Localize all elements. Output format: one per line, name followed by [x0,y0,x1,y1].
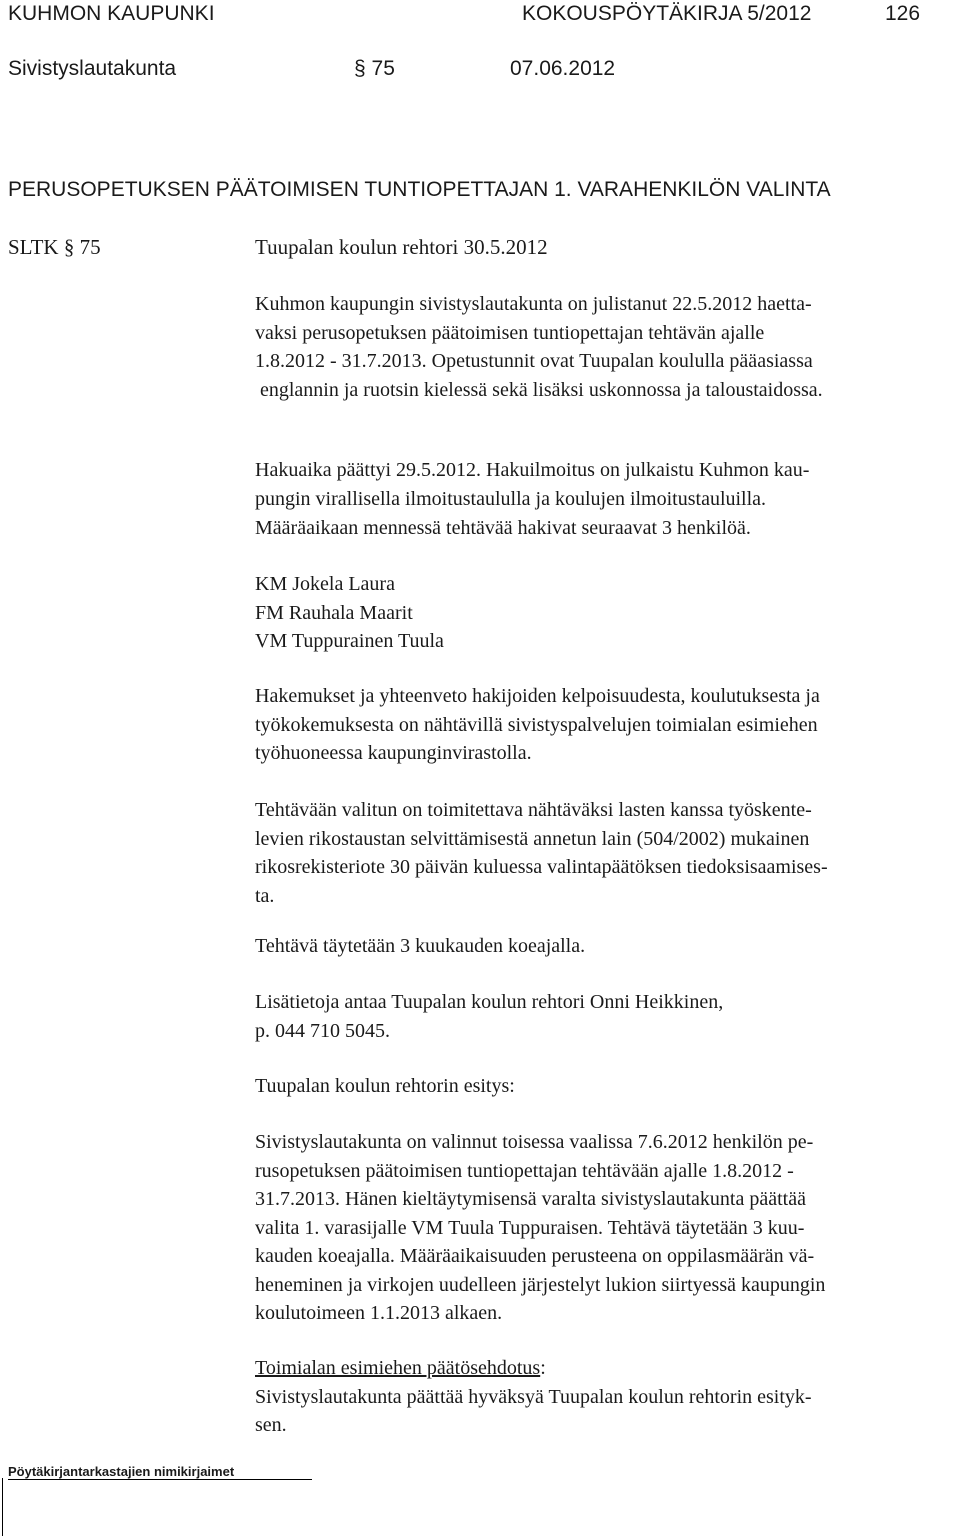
text-line: Sivistyslautakunta on valinnut toisessa vaalissa 7.6.2012 henkilön pe- [255,1131,814,1153]
paragraph-principal-proposal [255,1128,945,1328]
paragraph-applicant-count [255,514,945,543]
signature-label: Pöytäkirjantarkastajien nimikirjaimet [8,1464,235,1479]
text-line: heneminen ja virkojen uudelleen järjestelyt lukion siirtyessä kaupungin [255,1273,826,1296]
decision-proposal-colon: : [540,1357,546,1379]
applicant-item: VM Tuppurainen Tuula [255,630,444,652]
text-line: pungin virallisella ilmoitustaululla ja koulujen ilmoitustauluilla. [255,487,767,510]
applicant-list [255,570,945,656]
text-line: Hakuaika päättyi 29.5.2012. Hakuilmoitus on julkaistu Kuhmon kau- [255,459,810,481]
principal-proposal-heading [255,1072,945,1101]
text-line: rusopetuksen päätoimisen tuntiopettajan tehtävään ajalle 1.8.2012 - [255,1159,794,1182]
reference-code: SLTK § 75 [8,235,101,259]
text-line: Tehtävään valitun on toimitettava nähtäväksi lasten kanssa työskente- [255,799,812,821]
applicant-item: FM Rauhala Maarit [255,601,413,624]
text-line: rikosrekisteriote 30 päivän kuluessa valintapäätöksen tiedoksisaamises- [255,856,828,878]
signature-box-edge [2,1478,3,1536]
text-line: p. 044 710 5045. [255,1019,390,1042]
text-line: Tehtävä täytetään 3 kuukauden koeajalla. [255,935,586,957]
text-line: valita 1. varasijalle VM Tuula Tuppuraisen. Tehtävä täytetään 3 kuu- [255,1216,805,1239]
applicant-item: KM Jokela Laura [255,573,395,595]
text-line: englannin ja ruotsin kielessä sekä lisäksi uskonnossa ja taloustaidossa. [260,378,823,401]
paragraph-trial-period [255,932,945,961]
text-line: työkokemuksesta on nähtävillä sivistyspalvelujen toimialan esimiehen [255,713,818,736]
text-line: Sivistyslautakunta päättää hyväksyä Tuupalan koulun rehtorin esityk- [255,1385,812,1408]
document-type: KOKOUSPÖYTÄKIRJA 5/2012 [522,2,812,25]
paragraph-contact-info [255,988,945,1045]
signature-line [8,1479,312,1480]
page-number: 126 [885,2,921,25]
document-title: PERUSOPETUKSEN PÄÄTOIMISEN TUNTIOPETTAJAN 1. VARAHENKILÖN VALINTA [8,178,831,201]
text-line: vaksi perusopetuksen päätoimisen tuntiopettajan tehtävän ajalle [255,321,765,344]
text-line: sen. [255,1414,287,1436]
meeting-date: 07.06.2012 [510,57,616,80]
municipality-name: KUHMON KAUPUNKI [8,2,215,25]
paragraph-announcement [255,290,945,404]
decision-proposal-label: Toimialan esimiehen päätösehdotus [255,1357,541,1379]
section-number: § 75 [354,57,395,80]
text-line: ta. [255,884,275,907]
paragraph-applications-available [255,682,945,768]
decision-proposal-heading [255,1354,945,1383]
text-line: 1.8.2012 - 31.7.2013. Opetustunnit ovat Tuupalan koululla pääasiassa [255,350,813,372]
text-line: Tuupalan koulun rehtorin esitys: [255,1075,515,1097]
text-line: Lisätietoja antaa Tuupalan koulun rehtori Onni Heikkinen, [255,991,724,1013]
reference-text: Tuupalan koulun rehtori 30.5.2012 [255,235,548,259]
text-line: 31.7.2013. Hänen kieltäytymisensä varalta sivistyslautakunta päättää [255,1188,806,1210]
text-line: levien rikostaustan selvittämisestä annetun lain (504/2002) mukainen [255,827,810,850]
text-line: Kuhmon kaupungin sivistyslautakunta on julistanut 22.5.2012 haetta- [255,293,812,315]
paragraph-application-period [255,456,945,513]
text-line: koulutoimeen 1.1.2013 alkaen. [255,1302,503,1324]
paragraph-criminal-record [255,796,945,910]
paragraph-decision-proposal [255,1354,945,1440]
text-line: työhuoneessa kaupunginvirastolla. [255,742,532,764]
text-line: Määräaikaan mennessä tehtävää hakivat seuraavat 3 henkilöä. [255,517,751,539]
text-line: Hakemukset ja yhteenveto hakijoiden kelpoisuudesta, koulutuksesta ja [255,685,820,707]
board-name: Sivistyslautakunta [8,57,177,80]
text-line: kauden koeajalla. Määräaikaisuuden perusteena on oppilasmäärän vä- [255,1245,815,1267]
